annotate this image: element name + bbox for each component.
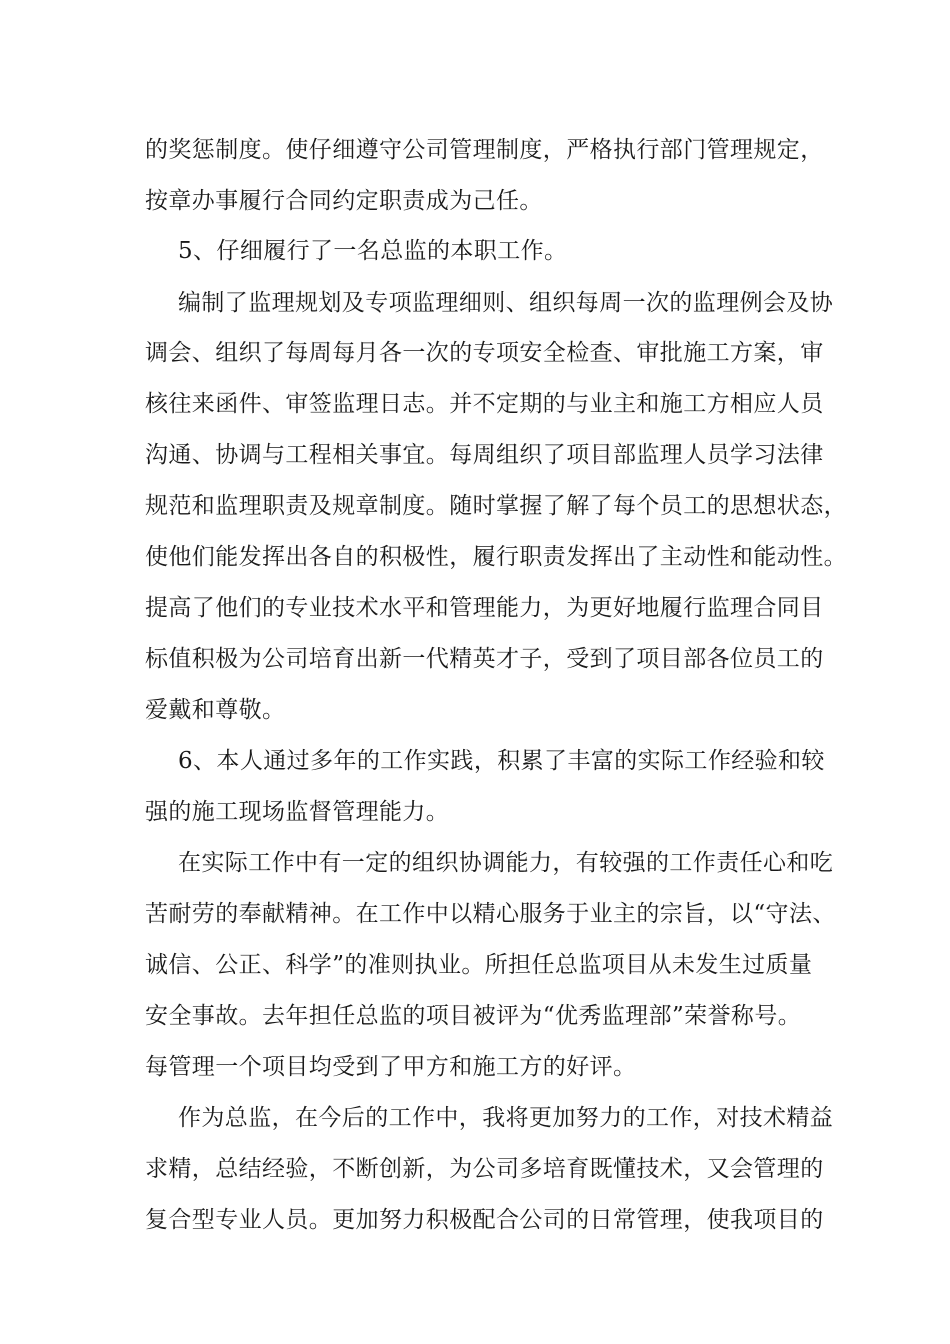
text-line: 诚信、公正、科学”的准则执业。所担任总监项目从未发生过质量 — [145, 952, 813, 978]
text-line: 调会、组织了每周每月各一次的专项安全检查、审批施工方案，审 — [145, 340, 824, 366]
text-line: 复合型专业人员。更加努力积极配合公司的日常管理，使我项目的 — [145, 1207, 824, 1233]
text-line: 苦耐劳的奉献精神。在工作中以精心服务于业主的宗旨，以“守法、 — [145, 901, 836, 927]
text-line: 提高了他们的专业技术水平和管理能力，为更好地履行监理合同目 — [145, 595, 824, 621]
text-line: 强的施工现场监督管理能力。 — [145, 799, 450, 825]
text-line: 核往来函件、审签监理日志。并不定期的与业主和施工方相应人员 — [145, 391, 824, 417]
text-line: 按章办事履行合同约定职责成为己任。 — [145, 188, 543, 214]
text-line: 6、本人通过多年的工作实践，积累了丰富的实际工作经验和较 — [178, 748, 825, 774]
text-line: 爱戴和尊敬。 — [145, 697, 286, 723]
text-line: 作为总监，在今后的工作中，我将更加努力的工作，对技术精益 — [178, 1105, 834, 1131]
text-line: 的奖惩制度。使仔细遵守公司管理制度，严格执行部门管理规定， — [145, 137, 824, 163]
text-line: 求精，总结经验，不断创新，为公司多培育既懂技术，又会管理的 — [145, 1156, 824, 1182]
text-line: 5、仔细履行了一名总监的本职工作。 — [178, 238, 568, 264]
text-line: 在实际工作中有一定的组织协调能力，有较强的工作责任心和吃 — [178, 850, 834, 876]
text-line: 沟通、协调与工程相关事宜。每周组织了项目部监理人员学习法律 — [145, 442, 824, 468]
text-line: 编制了监理规划及专项监理细则、组织每周一次的监理例会及协 — [178, 290, 834, 316]
text-line: 每管理一个项目均受到了甲方和施工方的好评。 — [145, 1054, 637, 1080]
text-line: 安全事故。去年担任总监的项目被评为“优秀监理部”荣誉称号。 — [145, 1003, 802, 1029]
text-line: 使他们能发挥出各自的积极性，履行职责发挥出了主动性和能动性。 — [145, 544, 847, 570]
text-line: 规范和监理职责及规章制度。随时掌握了解了每个员工的思想状态， — [145, 493, 847, 519]
text-line: 标值积极为公司培育出新一代精英才子，受到了项目部各位员工的 — [145, 646, 824, 672]
